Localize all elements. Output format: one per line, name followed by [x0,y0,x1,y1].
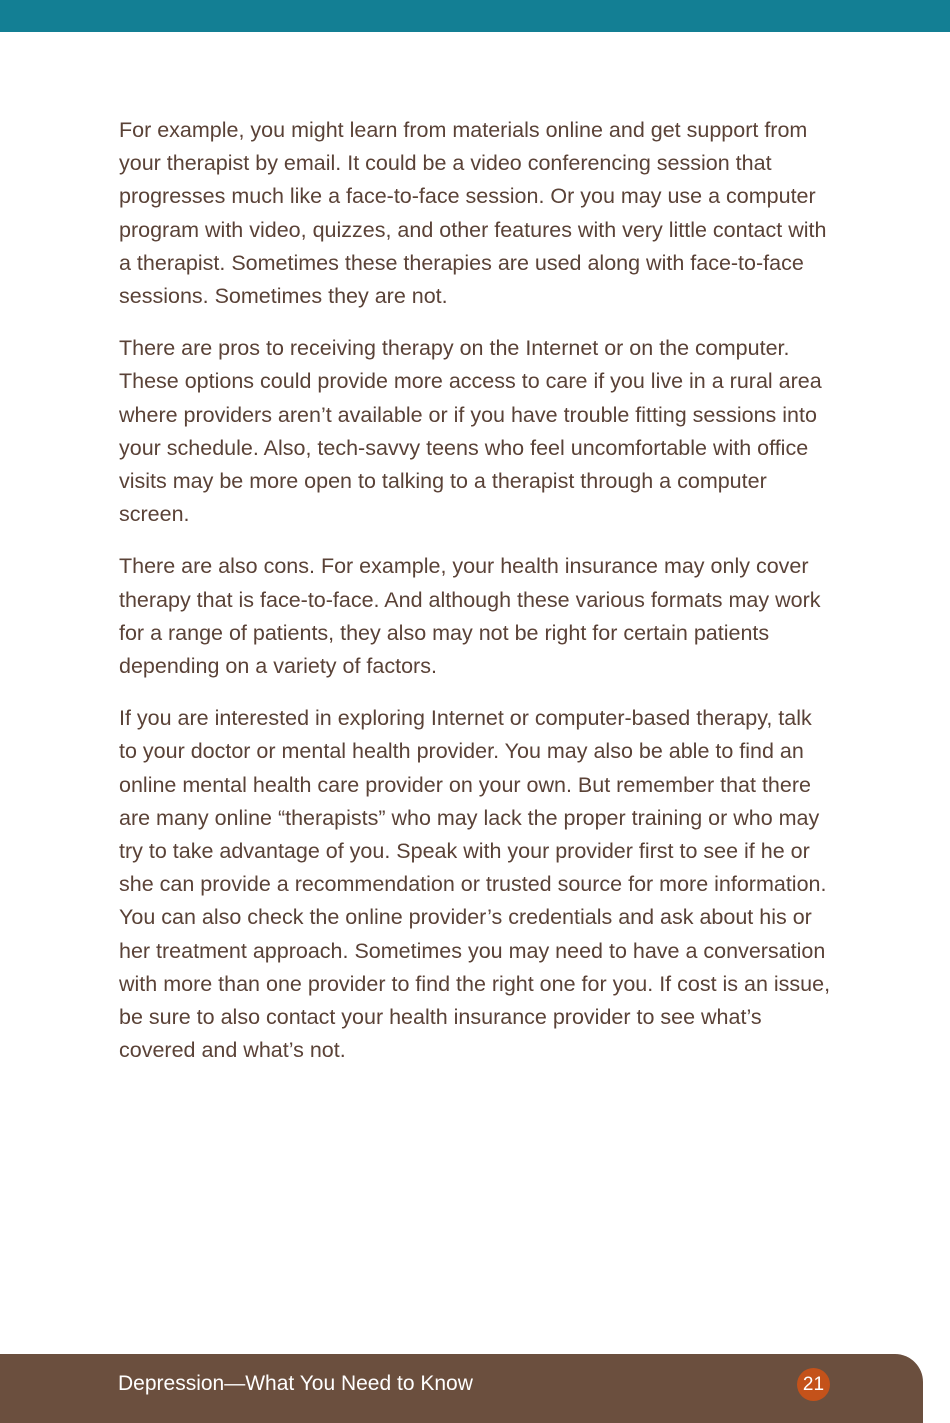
footer-document-title: Depression—What You Need to Know [118,1372,473,1395]
page-footer [0,1354,923,1423]
page-number-badge: 21 [797,1368,830,1401]
body-text [119,114,831,1086]
paragraph-cons: There are also cons. For example, your health insurance may only cover therapy that is face-to-face. And although these various formats may work for a range of patients, they also may not be right for certain patients depending on a variety of factors. [119,554,821,679]
header-accent-bar [0,0,950,32]
paragraph-advice: If you are interested in exploring Internet or computer-based therapy, talk to your doctor or mental health provider. You may also be able to find an online mental health care provider on your own. But remember that there are many online “therapists” who may lack the proper training or who may try to take advantage of you. Speak with your provider first to see if he or she can provide a recommendation or trusted source for more information. You can also check the online provider’s credentials and ask about his or her treatment approach. Sometimes you may need to have a conversation with more than one provider to find the right one for you. If cost is an issue, be sure to also contact your health insurance provider to see what’s covered and what’s not. [119,706,831,1063]
paragraph-online-therapy-examples: For example, you might learn from materials online and get support from your therapist by email. It could be a video conferencing session that progresses much like a face-to-face session. Or you may use a computer program with video, quizzes, and other features with very little contact with a therapist. Sometimes these therapies are used along with face-to-face sessions. Sometimes they are not. [119,118,827,309]
paragraph-pros: There are pros to receiving therapy on the Internet or on the computer. These options could provide more access to care if you live in a rural area where providers aren’t available or if you have trouble fitting sessions into your schedule. Also, tech-savvy teens who feel uncomfortable with office visits may be more open to talking to a therapist through a computer screen. [119,336,822,527]
